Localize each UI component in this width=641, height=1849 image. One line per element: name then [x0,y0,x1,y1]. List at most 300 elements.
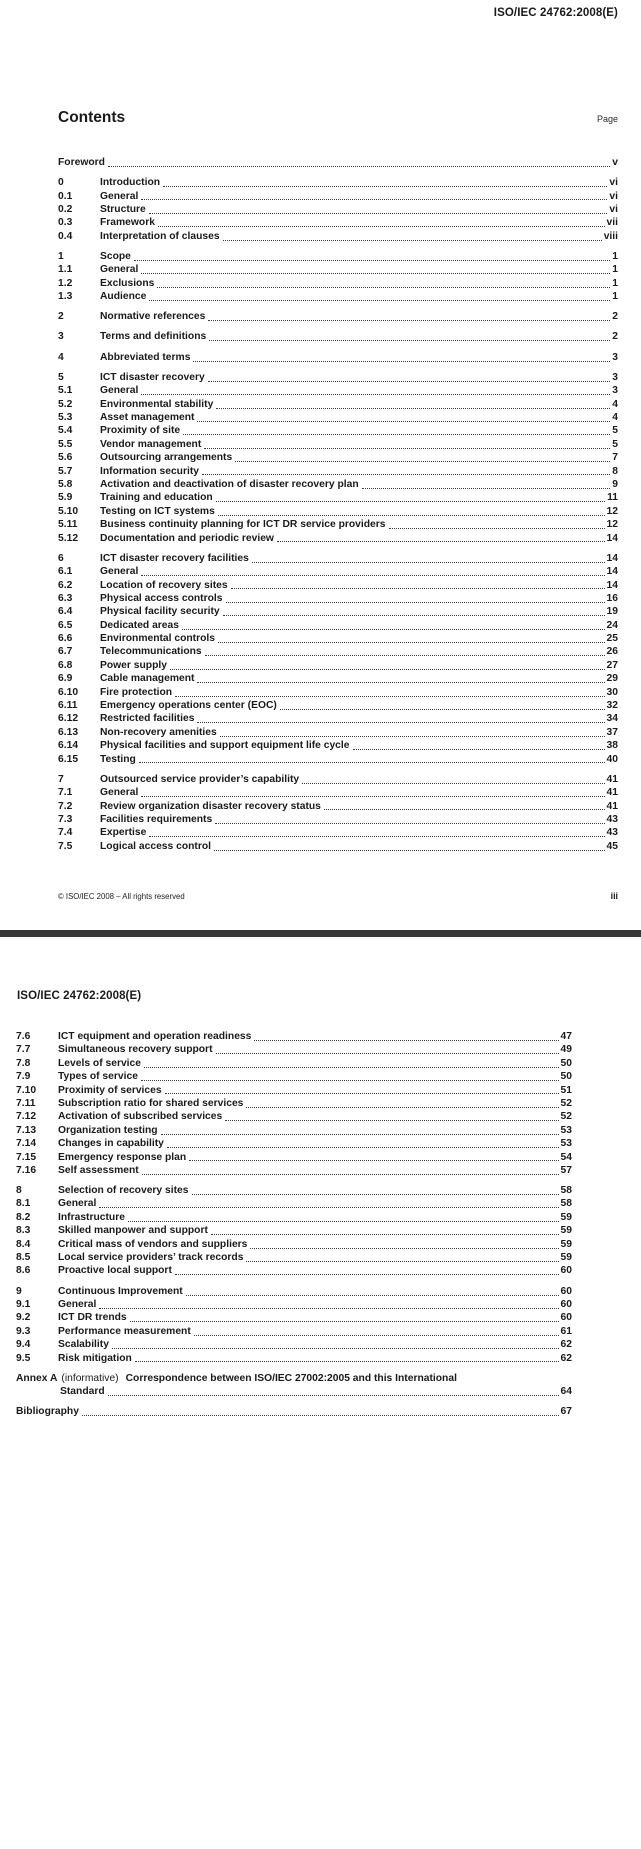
toc-entry-title: General [58,1198,97,1210]
dot-leader [142,1174,559,1175]
copyright-notice: © ISO/IEC 2008 – All rights reserved [58,892,185,901]
toc-entry-title: Restricted facilities [100,713,195,725]
toc-entry-number: 6.4 [58,606,73,618]
toc-entry-page: 50 [560,1071,572,1083]
toc-entry-number: 7.9 [16,1071,31,1083]
toc-entry-title: General [100,264,139,276]
toc-entry [58,263,618,276]
toc-entry [58,619,618,632]
toc-entry-page: 41 [606,800,618,812]
toc-entry-title: ICT disaster recovery facilities [100,552,249,564]
toc-entry [58,505,618,518]
toc-entry-title: Location of recovery sites [100,579,228,591]
toc-entry [58,800,618,813]
dot-leader [167,1147,559,1148]
toc-entry-title: Power supply [100,659,167,671]
toc-entry-page: 27 [606,659,618,671]
toc-entry [58,411,618,424]
toc-entry [16,1238,572,1251]
toc-entry-title: Types of service [58,1071,138,1083]
toc-entry-title: Scope [100,250,131,262]
toc-entry-page: 49 [560,1044,572,1056]
toc-entry-page: 1 [612,264,618,276]
toc-entry-number: 7.4 [58,827,73,839]
toc-entry-page: 25 [606,633,618,645]
toc-entry-page: 45 [606,840,618,852]
toc-entry-page: 4 [612,412,618,424]
contents-title: Contents [58,109,126,126]
dot-leader [141,199,607,200]
page-column-label: Page [596,114,618,124]
toc-entry-title: Facilities requirements [100,813,213,825]
toc-entry-title: Telecommunications [100,646,202,658]
toc-entry-page: 61 [560,1325,572,1337]
dot-leader [182,629,605,630]
toc-entry-title: Physical facilities and support equipment life cycle [100,740,350,752]
toc-entry-number: 6.9 [58,673,73,685]
toc-entry-page: 12 [606,519,618,531]
toc-entry [58,438,618,451]
toc-entry-number: 6.1 [58,566,73,578]
toc-entry-title: Exclusions [100,277,155,289]
toc-entry-number: 5.12 [58,532,79,544]
toc-entry-title: Infrastructure [58,1211,125,1223]
toc-entry-number: 6.12 [58,713,79,725]
toc-entry-number: 5.7 [58,465,73,477]
toc-entry-number: 6.11 [58,700,78,712]
toc-entry-number: 5.5 [58,438,73,450]
toc-entry-page: vi [609,203,618,215]
toc-entry-page: viii [603,230,618,242]
toc-entry [58,659,618,672]
toc-group [16,1372,572,1399]
toc-entry-number: 9.5 [16,1352,31,1364]
toc-entry-number: 1 [58,250,64,262]
toc-entry-page: 59 [560,1211,572,1223]
toc-entry-number: 6.8 [58,659,73,671]
toc-entry-title: Abbreviated terms [100,351,191,363]
dot-leader [197,682,604,683]
toc-entry-title: ICT disaster recovery [100,371,205,383]
toc-entry-page: 64 [560,1386,572,1398]
dot-leader [209,340,610,341]
toc-entry-title: Introduction [100,177,161,189]
dot-leader [208,320,610,321]
toc-entry [58,465,618,478]
toc-entry-number: 9 [16,1285,22,1297]
page1-document-header: ISO/IEC 24762:2008(E) [493,7,618,19]
toc-entry [58,632,618,645]
toc-entry-number: 5.10 [58,505,79,517]
toc-entry-title: Changes in capability [58,1138,164,1150]
toc-entry-number: 0.1 [58,190,73,202]
toc-entry [58,351,618,364]
toc-group [58,156,618,169]
toc-entry-number: 8.6 [16,1265,31,1277]
toc-entry-page: 11 [607,492,618,504]
toc-entry-page: 9 [612,478,618,490]
toc-entry [16,1251,572,1264]
toc-entry-title: Simultaneous recovery support [58,1044,213,1056]
dot-leader [192,1194,559,1195]
dot-leader [250,1248,558,1249]
dot-leader [389,528,605,529]
toc-entry [58,565,618,578]
toc-entry-title: Scalability [58,1339,109,1351]
dot-leader [208,381,611,382]
toc-entry-title: Testing [100,753,136,765]
toc-entry [58,773,618,786]
toc-entry-number: 7.6 [16,1031,31,1042]
toc-group [58,351,618,364]
toc-entry-page: 12 [606,505,618,517]
toc-entry-number: 7.12 [16,1111,37,1123]
toc-entry-title: Structure [100,203,146,215]
toc-entry-number: 9.3 [16,1325,31,1337]
toc-entry [58,176,618,189]
toc-entry-title: Information security [100,465,199,477]
toc-entry-number: 6.5 [58,619,73,631]
toc-entry [58,712,618,725]
toc-entry-page: 62 [560,1352,572,1364]
toc-entry-number: 7.2 [58,800,73,812]
dot-leader [99,1207,558,1208]
toc-entry [58,230,618,243]
page2-document-header: ISO/IEC 24762:2008(E) [17,990,142,1002]
dot-leader [246,1107,558,1108]
toc-entry-page: 59 [560,1238,572,1250]
toc-entry [58,451,618,464]
toc-entry-number: 7.7 [16,1044,31,1056]
toc-entry-title: Proximity of site [100,425,181,437]
toc-entry [58,310,618,323]
toc-entry-title: Foreword [58,157,105,168]
dot-leader [194,1335,559,1336]
toc-group [58,250,618,304]
dot-leader [130,1321,559,1322]
toc-entry-page: 16 [606,592,618,604]
dot-leader [225,1120,558,1121]
toc-entry-title: Environmental stability [100,398,214,410]
toc-entry-title: Terms and definitions [100,331,207,343]
dot-leader [175,1274,559,1275]
page1-footer [58,891,618,901]
toc-entry [16,1084,572,1097]
dot-leader [214,850,605,851]
toc-entry [16,1151,572,1164]
toc-entry [16,1338,572,1351]
toc-entry-number: 2 [58,311,64,323]
table-of-contents-page1 [58,156,618,853]
toc-entry-page: 3 [612,385,618,397]
toc-entry-number: 7.14 [16,1138,37,1150]
toc-entry-number: 6.15 [58,753,79,765]
dot-leader [189,1160,558,1161]
toc-entry-title: Documentation and periodic review [100,532,274,544]
toc-entry-page: 43 [606,827,618,839]
toc-entry [58,277,618,290]
toc-entry-page: 52 [560,1097,572,1109]
toc-entry-title: Activation of subscribed services [58,1111,223,1123]
toc-entry-page: 40 [606,753,618,765]
toc-entry-number: 3 [58,331,64,343]
toc-entry-title: Expertise [100,827,147,839]
toc-entry-number: 6.14 [58,740,79,752]
toc-entry-title: Interpretation of clauses [100,230,220,242]
toc-entry-number: 9.1 [16,1299,31,1311]
dot-leader [252,562,605,563]
toc-entry [58,645,618,658]
dot-leader [141,394,610,395]
toc-entry-page: 37 [606,726,618,738]
toc-entry-page: 29 [606,673,618,685]
toc-entry-title: Normative references [100,311,206,323]
toc-entry [16,1325,572,1338]
toc-entry-title: Correspondence between ISO/IEC 27002:2005 and this International [125,1372,457,1384]
toc-entry [16,1070,572,1083]
toc-entry-number: 7.1 [58,787,73,799]
toc-entry [58,699,618,712]
toc-entry-number: 6 [58,552,64,564]
toc-entry [58,826,618,839]
dot-leader [149,836,604,837]
toc-entry [16,1057,572,1070]
toc-entry-title: Fire protection [100,686,173,698]
toc-entry-title: Framework [100,217,155,229]
toc-group [58,310,618,323]
toc-entry-page: 26 [606,646,618,658]
toc-entry [16,1110,572,1123]
toc-entry-title: Risk mitigation [58,1352,132,1364]
toc-entry-page: 32 [606,700,618,712]
toc-entry-page: 58 [560,1185,572,1197]
toc-entry-page: 14 [606,579,618,591]
dot-leader [215,823,604,824]
toc-entry-title: Environmental controls [100,633,216,645]
toc-entry-page: 47 [560,1031,572,1042]
toc-entry-page: 34 [606,713,618,725]
toc-entry-number: 4 [58,351,64,363]
toc-group [16,1030,572,1177]
toc-entry-number: 5.3 [58,412,73,424]
dot-leader [139,762,605,763]
toc-entry [58,672,618,685]
toc-entry-page: 30 [606,686,618,698]
toc-entry [58,786,618,799]
toc-entry-number: 0 [58,177,64,189]
dot-leader [216,501,605,502]
toc-entry-page: 24 [606,619,618,631]
toc-entry [16,1211,572,1224]
toc-entry [58,813,618,826]
toc-entry-title: Emergency operations center (EOC) [100,700,277,712]
toc-entry-page: 50 [560,1057,572,1069]
toc-entry-page: 57 [560,1164,572,1176]
toc-entry-number: 9.2 [16,1312,31,1324]
toc-entry-page: 1 [612,291,618,303]
toc-entry-title: ICT equipment and operation readiness [58,1031,252,1042]
toc-entry [58,605,618,618]
dot-leader [231,588,605,589]
toc-entry-page: 58 [560,1198,572,1210]
contents-heading-row [58,109,618,127]
dot-leader [226,602,605,603]
dot-leader [324,809,605,810]
toc-entry [58,330,618,343]
toc-entry-page: 14 [606,552,618,564]
toc-entry-number: 7.11 [16,1097,36,1109]
toc-entry-number: 5.2 [58,398,73,410]
toc-entry-title: Local service providers’ track records [58,1252,244,1264]
toc-entry-title: ICT DR trends [58,1312,127,1324]
toc-entry-number: 1.2 [58,277,73,289]
toc-entry-title: Vendor management [100,438,202,450]
toc-entry [16,1352,572,1365]
dot-leader [158,226,605,227]
toc-entry [58,552,618,565]
dot-leader [141,796,604,797]
toc-entry-page: 1 [612,277,618,289]
toc-entry-page: 41 [606,787,618,799]
toc-entry [58,424,618,437]
toc-entry-page: vi [609,177,618,189]
dot-leader [218,642,605,643]
dot-leader [204,448,610,449]
toc-entry [58,491,618,504]
toc-entry-title: Self assessment [58,1164,139,1176]
toc-entry-title: Physical access controls [100,592,223,604]
page-divider-bar [0,930,641,937]
dot-leader [254,1040,558,1041]
toc-entry-page: v [612,157,618,168]
toc-entry-number: 0.4 [58,230,73,242]
toc-entry-page: 7 [612,452,618,464]
toc-entry-title: Asset management [100,412,195,424]
toc-entry-number: 5.8 [58,478,73,490]
dot-leader [175,696,604,697]
dot-leader [128,1221,559,1222]
toc-entry [16,1197,572,1210]
toc-entry-page: 62 [560,1339,572,1351]
toc-entry-page: 41 [606,773,618,785]
toc-entry-number: 5.4 [58,425,73,437]
toc-entry-annex [16,1372,572,1385]
toc-entry-page: 52 [560,1111,572,1123]
toc-entry-number: 7.3 [58,813,73,825]
toc-entry [16,1264,572,1277]
toc-entry [58,686,618,699]
dot-leader [165,1093,559,1094]
toc-group [58,176,618,243]
toc-entry-number: 9.4 [16,1339,31,1351]
toc-entry-number: 8.5 [16,1252,31,1264]
toc-entry-page: 5 [612,438,618,450]
dot-leader [144,1067,559,1068]
toc-entry-title: Cable management [100,673,195,685]
toc-entry [16,1285,572,1298]
dot-leader [112,1348,559,1349]
dot-leader [135,1361,559,1362]
toc-group [16,1285,572,1365]
toc-entry-number: 1.1 [58,264,73,276]
toc-entry-title: Skilled manpower and support [58,1225,208,1237]
toc-entry-page: 4 [612,398,618,410]
toc-entry-title: Continuous Improvement [58,1285,183,1297]
dot-leader [163,186,607,187]
dot-leader [223,240,602,241]
toc-entry-page: 1 [612,250,618,262]
page-number-roman: iii [610,891,618,901]
toc-entry-page: 54 [560,1151,572,1163]
annex-qualifier: (informative) [61,1372,119,1384]
toc-entry-title: Outsourcing arrangements [100,452,233,464]
dot-leader [108,1395,559,1396]
toc-entry-title: Review organization disaster recovery status [100,800,321,812]
dot-leader [211,1234,559,1235]
toc-entry [16,1298,572,1311]
dot-leader [183,434,610,435]
toc-entry-number: 5 [58,371,64,383]
toc-entry-page: 43 [606,813,618,825]
dot-leader [99,1308,558,1309]
toc-entry-page: 14 [606,532,618,544]
dot-leader [220,736,605,737]
toc-entry-page: 60 [560,1299,572,1311]
dot-leader [193,361,610,362]
toc-entry [16,1030,572,1043]
toc-entry [58,190,618,203]
toc-entry-title: Logical access control [100,840,212,852]
toc-entry-number: 5.1 [58,385,73,397]
dot-leader [235,461,610,462]
toc-group [58,330,618,343]
toc-entry [58,532,618,545]
toc-entry-page: 3 [612,351,618,363]
dot-leader [277,541,605,542]
toc-entry-page: 2 [612,331,618,343]
toc-entry-number: 5.6 [58,452,73,464]
toc-entry-number: 7.8 [16,1057,31,1069]
toc-entry-title: Outsourced service provider’s capability [100,773,300,785]
toc-entry [58,216,618,229]
toc-entry-page: 53 [560,1124,572,1136]
toc-entry-number: 7.16 [16,1164,37,1176]
toc-entry-page: 3 [612,371,618,383]
dot-leader [302,783,604,784]
toc-entry-number: 8.2 [16,1211,31,1223]
toc-entry [58,739,618,752]
toc-entry-title: Subscription ratio for shared services [58,1097,244,1109]
dot-leader [216,1053,559,1054]
toc-entry-page: 51 [560,1084,572,1096]
toc-entry-title: Testing on ICT systems [100,505,215,517]
toc-entry-number: 7.15 [16,1151,37,1163]
toc-entry-page: 38 [606,740,618,752]
dot-leader [202,474,610,475]
dot-leader [82,1415,559,1416]
dot-leader [216,408,610,409]
toc-entry [58,203,618,216]
dot-leader [157,287,610,288]
dot-leader [141,273,610,274]
dot-leader [223,615,605,616]
toc-entry-title: Proximity of services [58,1084,162,1096]
toc-entry-title: Levels of service [58,1057,141,1069]
toc-group [16,1405,572,1418]
toc-entry [16,1405,572,1418]
toc-entry-number: 5.11 [58,519,78,531]
dot-leader [197,421,610,422]
